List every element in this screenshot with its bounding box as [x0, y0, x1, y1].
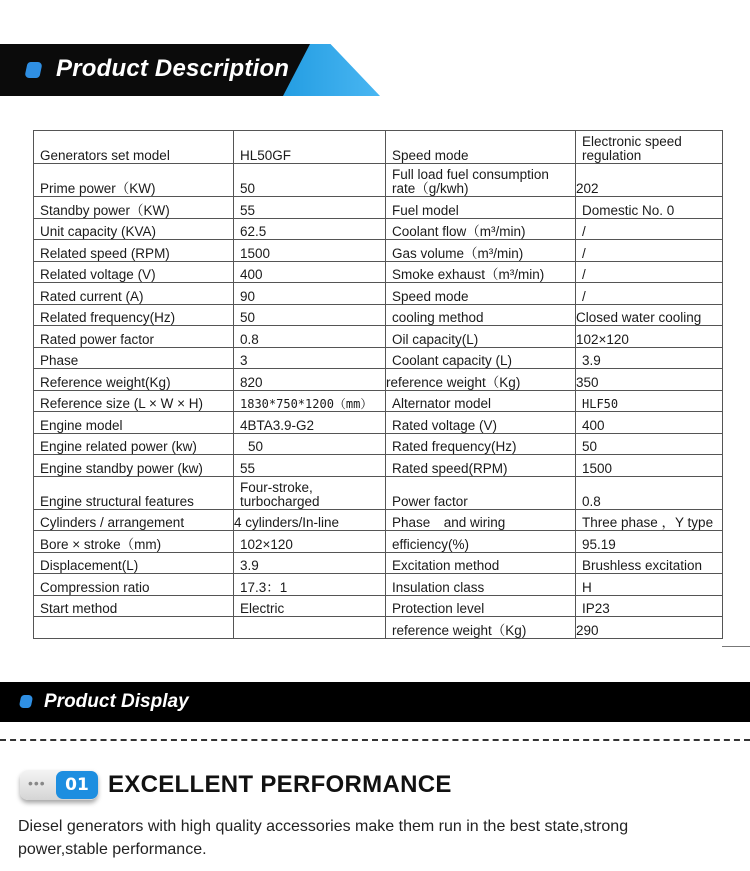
table-cell: Electronic speed regulation: [576, 131, 723, 164]
table-cell: 1500: [576, 455, 723, 477]
table-cell: 50: [234, 433, 386, 455]
table-cell: Displacement(L): [34, 552, 234, 574]
ellipsis-icon: •••: [28, 775, 46, 791]
table-cell: /: [576, 261, 723, 283]
table-cell: reference weight（Kg): [386, 369, 576, 391]
table-row: [34, 531, 723, 553]
table-cell: Closed water cooling: [576, 304, 723, 326]
table-cell: 50: [234, 164, 386, 197]
table-cell: 55: [234, 197, 386, 219]
table-cell: Compression ratio: [34, 574, 234, 596]
table-cell: 820: [234, 369, 386, 391]
table-row: [34, 412, 723, 434]
table-cell: Phase: [34, 347, 234, 369]
table-cell: Brushless excitation: [576, 552, 723, 574]
feature-description: Diesel generators with high quality accessories make them run in the best state,strong power,stable performance.: [18, 818, 629, 858]
table-cell: 0.8: [234, 326, 386, 348]
section-title: Product Display: [44, 691, 189, 712]
table-cell: Related frequency(Hz): [34, 304, 234, 326]
product-description-banner: [0, 44, 750, 96]
table-cell: Smoke exhaust（m³/min): [386, 261, 576, 283]
table-cell: Engine model: [34, 412, 234, 434]
table-cell: /: [576, 283, 723, 305]
table-row: [34, 240, 723, 262]
feature-title: EXCELLENT PERFORMANCE: [108, 771, 452, 798]
feature-number: 01: [56, 771, 98, 799]
table-cell: /: [576, 218, 723, 240]
product-display-banner: [0, 682, 750, 722]
feature-number-badge: [20, 770, 98, 800]
table-row: [34, 390, 723, 412]
table-row: [34, 455, 723, 477]
table-cell: Phase and wiring: [386, 509, 576, 531]
table-cell: Domestic No. 0: [576, 197, 723, 219]
table-divider-line: [722, 646, 750, 647]
table-cell: Reference weight(Kg): [34, 369, 234, 391]
table-cell: Start method: [34, 595, 234, 617]
table-cell: Speed mode: [386, 283, 576, 305]
table-cell: 102×120: [576, 326, 723, 348]
table-cell: Rated frequency(Hz): [386, 433, 576, 455]
table-cell: IP23: [576, 595, 723, 617]
table-cell: Rated current (A): [34, 283, 234, 305]
table-cell: Full load fuel consumption rate（g/kwh): [386, 164, 576, 197]
table-cell: Unit capacity (KVA): [34, 218, 234, 240]
table-cell: efficiency(%): [386, 531, 576, 553]
table-cell: 1500: [234, 240, 386, 262]
table-cell: 95.19: [576, 531, 723, 553]
table-cell: 400: [234, 261, 386, 283]
table-cell: reference weight（Kg): [386, 617, 576, 639]
table-cell: Generators set model: [34, 131, 234, 164]
table-cell: 1830*750*1200（mm）: [234, 390, 386, 412]
table-row: [34, 476, 723, 509]
dashed-divider: [0, 739, 750, 741]
table-row: [34, 574, 723, 596]
table-cell: 202: [576, 164, 723, 197]
section-title: Product Description: [56, 55, 290, 82]
table-cell: Engine standby power (kw): [34, 455, 234, 477]
table-cell: 4BTA3.9-G2: [234, 412, 386, 434]
table-row: [34, 164, 723, 197]
table-cell: 62.5: [234, 218, 386, 240]
table-row: [34, 261, 723, 283]
table-cell: [234, 617, 386, 639]
table-cell: Rated voltage (V): [386, 412, 576, 434]
table-cell: 3: [234, 347, 386, 369]
table-row: [34, 326, 723, 348]
table-cell: 90: [234, 283, 386, 305]
table-cell: 50: [234, 304, 386, 326]
table-cell: Fuel model: [386, 197, 576, 219]
table-cell: Coolant capacity (L): [386, 347, 576, 369]
table-cell: Related speed (RPM): [34, 240, 234, 262]
table-cell: Alternator model: [386, 390, 576, 412]
table-cell: Oil capacity(L): [386, 326, 576, 348]
table-cell: Engine related power (kw): [34, 433, 234, 455]
table-cell: Three phase ，Y type: [576, 509, 723, 531]
table-cell: Gas volume（m³/min): [386, 240, 576, 262]
table-cell: HL50GF: [234, 131, 386, 164]
table-row: [34, 304, 723, 326]
table-cell: Standby power（KW): [34, 197, 234, 219]
table-cell: Protection level: [386, 595, 576, 617]
table-row: [34, 369, 723, 391]
bullet-icon: [19, 695, 34, 708]
table-cell: Four-stroke, turbocharged: [234, 476, 386, 509]
table-cell: 50: [576, 433, 723, 455]
table-row: [34, 197, 723, 219]
table-cell: [34, 617, 234, 639]
table-cell: Engine structural features: [34, 476, 234, 509]
table-cell: Bore × stroke（mm): [34, 531, 234, 553]
table-cell: 4 cylinders/In-line: [234, 509, 386, 531]
table-row: [34, 433, 723, 455]
table-cell: Excitation method: [386, 552, 576, 574]
table-row: [34, 131, 723, 164]
table-cell: Rated power factor: [34, 326, 234, 348]
table-cell: 17.3：1: [234, 574, 386, 596]
table-cell: /: [576, 240, 723, 262]
table-cell: 290: [576, 617, 723, 639]
table-row: [34, 283, 723, 305]
table-cell: Power factor: [386, 476, 576, 509]
spec-table: [33, 130, 723, 639]
table-row: [34, 595, 723, 617]
table-row: [34, 509, 723, 531]
table-cell: Rated speed(RPM): [386, 455, 576, 477]
table-cell: 3.9: [576, 347, 723, 369]
table-cell: 3.9: [234, 552, 386, 574]
table-cell: Related voltage (V): [34, 261, 234, 283]
table-cell: 400: [576, 412, 723, 434]
table-cell: 0.8: [576, 476, 723, 509]
table-cell: Insulation class: [386, 574, 576, 596]
table-cell: cooling method: [386, 304, 576, 326]
table-cell: 350: [576, 369, 723, 391]
table-row: [34, 347, 723, 369]
table-row: [34, 218, 723, 240]
table-cell: H: [576, 574, 723, 596]
table-row: [34, 617, 723, 639]
table-cell: HLF50: [576, 390, 723, 412]
table-cell: Speed mode: [386, 131, 576, 164]
table-cell: 102×120: [234, 531, 386, 553]
table-row: [34, 552, 723, 574]
table-cell: Electric: [234, 595, 386, 617]
table-cell: Coolant flow（m³/min): [386, 218, 576, 240]
table-cell: 55: [234, 455, 386, 477]
table-cell: Reference size (L × W × H): [34, 390, 234, 412]
table-cell: Cylinders / arrangement: [34, 509, 234, 531]
table-cell: Prime power（KW): [34, 164, 234, 197]
